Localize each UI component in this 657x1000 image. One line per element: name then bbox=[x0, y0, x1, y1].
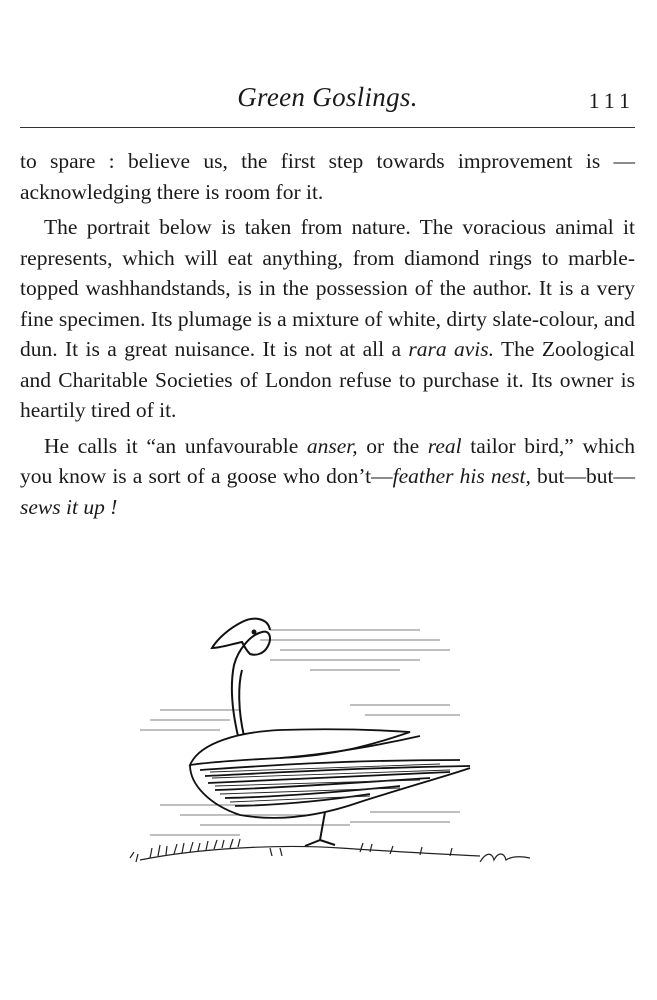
real-italic: real bbox=[427, 433, 462, 458]
goose-illustration bbox=[120, 590, 540, 900]
sews-it-up-italic: sews it up ! bbox=[20, 494, 118, 519]
paragraph-2 bbox=[20, 212, 635, 426]
goose-legs bbox=[305, 812, 335, 846]
body-text bbox=[20, 146, 635, 527]
running-head bbox=[20, 82, 635, 122]
anser-italic: anser, bbox=[306, 433, 358, 458]
feather-his-nest-italic: feather his nest, bbox=[392, 464, 531, 488]
paragraph-3-text-a: He calls it “an unfavourable bbox=[44, 433, 307, 458]
rara-avis-italic: rara avis. bbox=[408, 337, 495, 361]
paragraph-1 bbox=[20, 146, 635, 207]
paragraph-2-text-a: The portrait below is taken from nature. The voracious animal it represents, which will eat anything, from diamond rings to marble-topped washhandstands, is in the possession of the author. It is a very fine specimen. Its plumage is a mixture of white, dirty slate-colour, and dun. It is a great nuisance. It is not at all a bbox=[20, 215, 635, 361]
page-number: 111 bbox=[588, 88, 635, 113]
paragraph-1-text: to spare : believe us, the first step towards improvement is —acknowledging there is room for it. bbox=[20, 149, 635, 204]
artist-monogram bbox=[480, 854, 530, 862]
running-title: Green Goslings. bbox=[237, 82, 418, 112]
header-rule bbox=[20, 127, 635, 128]
paragraph-3-text-d: but—but— bbox=[530, 464, 635, 488]
paragraph-2-text-b: The Zoological and Charitable Societies of London refuse to purchase it. Its owner is heartily tired of it. bbox=[20, 337, 635, 422]
goose-head-neck bbox=[212, 619, 270, 736]
paragraph-3 bbox=[20, 431, 635, 523]
paragraph-3-text-b: or the bbox=[357, 433, 428, 458]
paragraph-3-text-c: tailor bird,” which you know is a sort of a goose who don’t— bbox=[20, 433, 635, 488]
goose-drawing bbox=[120, 590, 540, 900]
ground-grass bbox=[130, 839, 480, 862]
